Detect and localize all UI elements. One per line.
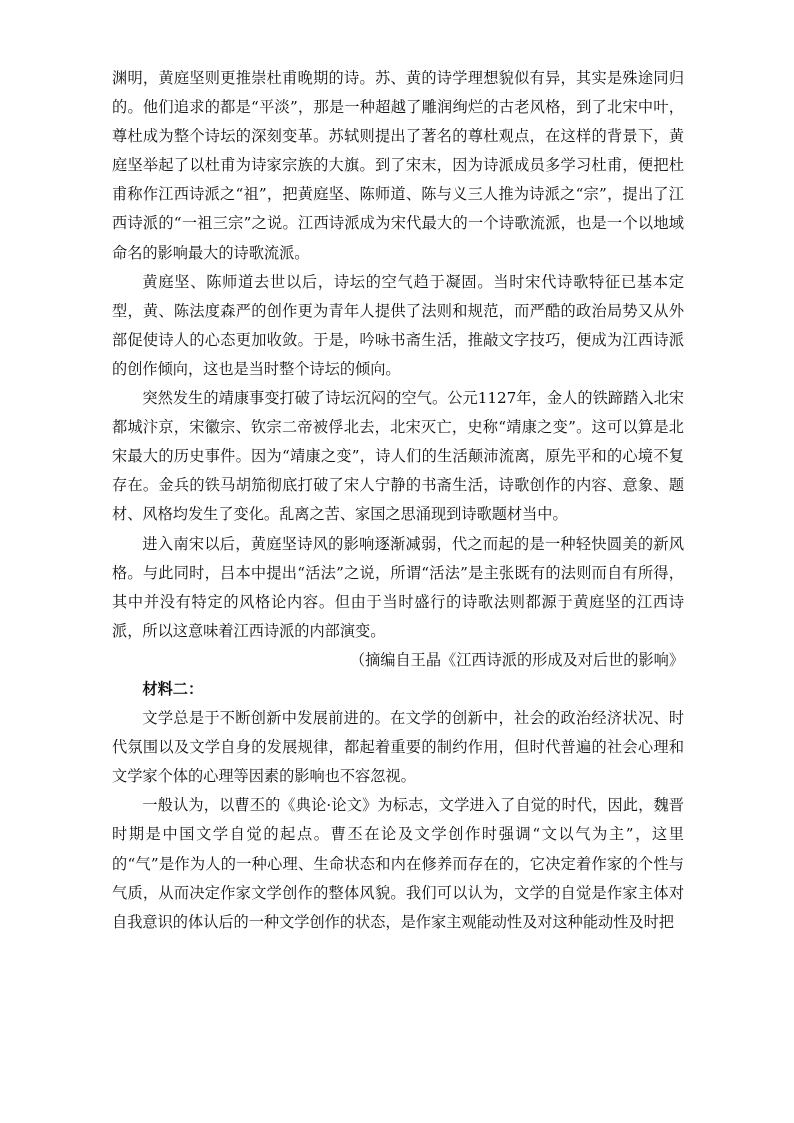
paragraph: 进入南宋以后，黄庭坚诗风的影响逐渐减弱，代之而起的是一种轻快圆美的新风格。与此同时，吕本中提出“活法”之说，所谓“活法”是主张既有的法则而自有所得，其中并没有特定的风格论内容。但由于当时盛行的诗歌法则都源于黄庭坚的江西诗派，所以这意味着江西诗派的内部演变。 — [112, 534, 684, 640]
paragraph: 突然发生的靖康事变打破了诗坛沉闷的空气。公元1127年，金人的铁蹄踏入北宋都城汴京，宋徽宗、钦宗二帝被俘北去，北宋灭亡，史称“靖康之变”。这可以算是北宋最大的历史事件。因为“靖康之变”，诗人们的生活颠沛流离，原先平和的心境不复存在。金兵的铁马胡笳彻底打破了宋人宁静的书斋生活，诗歌创作的内容、意象、题材、风格均发生了变化。乱离之苦、家国之思涌现到诗歌题材当中。 — [112, 389, 684, 524]
paragraph: 一般认为，以曹丕的《典论·论文》为标志，文学进入了自觉的时代，因此，魏晋时期是中国文学自觉的起点。曹丕在论及文学创作时强调“文以气为主”，这里的“气”是作为人的一种心理、生命状态和内在修养而存在的，它决定着作家的个性与气质，从而决定作家文学创作的整体风貌。我们可以认为，文学的自觉是作家主体对自我意识的体认后的一种文学创作的状态，是作家主观能动性及对这种能动性及时把 — [112, 796, 684, 931]
paragraph: 黄庭坚、陈师道去世以后，诗坛的空气趋于凝固。当时宋代诗歌特征已基本定型，黄、陈法度森严的创作更为青年人提供了法则和规范，而严酷的政治局势又从外部促使诗人的心态更加收敛。于是，吟咏书斋生活，推敲文字技巧，便成为江西诗派的创作倾向，这也是当时整个诗坛的倾向。 — [112, 272, 684, 378]
section-heading: 材料二： — [142, 679, 204, 698]
source-citation: （摘编自王晶《江西诗派的形成及对后世的影响》 — [349, 650, 684, 669]
paragraph: 文学总是于不断创新中发展前进的。在文学的创新中，社会的政治经济状况、时代氛围以及文学自身的发展规律，都起着重要的制约作用，但时代普遍的社会心理和文学家个体的心理等因素的影响也不容忽视。 — [112, 709, 684, 786]
paragraph-continuation: 渊明，黄庭坚则更推崇杜甫晚期的诗。苏、黄的诗学理想貌似有异，其实是殊途同归的。他们追求的都是“平淡”，那是一种超越了雕润绚烂的古老风格，到了北宋中叶，尊杜成为整个诗坛的深刻变革。苏轼则提出了著名的尊杜观点，在这样的背景下，黄庭坚举起了以杜甫为诗家宗族的大旗。到了宋末，因为诗派成员多学习杜甫，便把杜甫称作江西诗派之“祖”，把黄庭坚、陈师道、陈与义三人推为诗派之“宗”，提出了江西诗派的“一祖三宗”之说。江西诗派成为宋代最大的一个诗歌流派，也是一个以地域命名的影响最大的诗歌流派。 — [112, 69, 684, 262]
document-page — [112, 64, 684, 937]
